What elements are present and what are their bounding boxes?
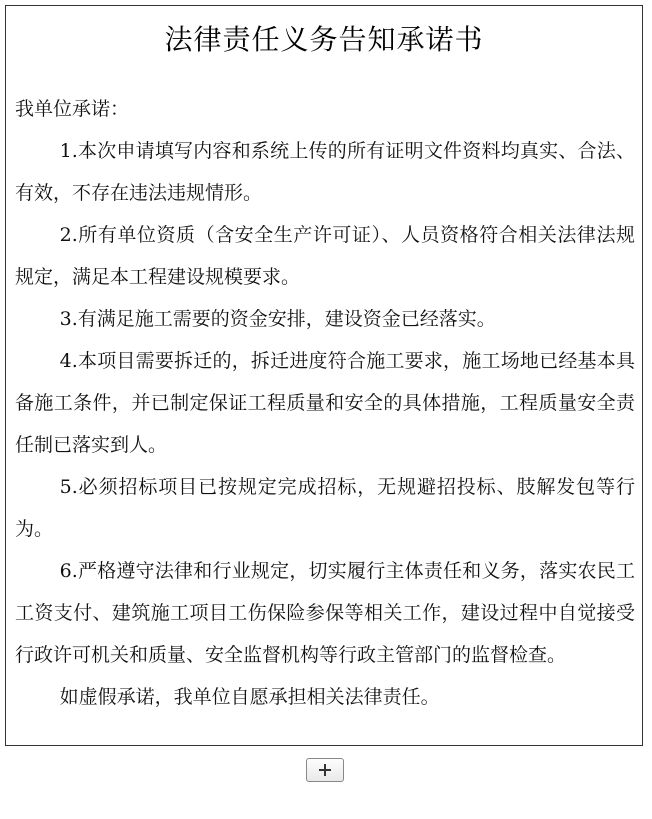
document-title: 法律责任义务告知承诺书 (164, 23, 484, 56)
commitment-document (5, 5, 643, 746)
document-body (15, 88, 635, 718)
commitment-item-5: 5.必须招标项目已按规定完成招标，无规避招投标、肢解发包等行为。 (15, 476, 635, 540)
add-button[interactable] (306, 758, 344, 782)
closing-statement: 如虚假承诺，我单位自愿承担相关法律责任。 (59, 686, 440, 708)
intro-text: 我单位承诺： (15, 98, 130, 120)
commitment-item-4: 4.本项目需要拆迁的，拆迁进度符合施工要求，施工场地已经基本具备施工条件，并已制定保证工程质量和安全的具体措施，工程质量安全责任制已落实到人。 (15, 350, 635, 456)
commitment-item-1: 1.本次申请填写内容和系统上传的所有证明文件资料均真实、合法、有效，不存在违法违规情形。 (15, 140, 635, 204)
plus-icon (319, 764, 331, 776)
commitment-item-6: 6.严格遵守法律和行业规定，切实履行主体责任和义务，落实农民工工资支付、建筑施工项目工伤保险参保等相关工作，建设过程中自觉接受行政许可机关和质量、安全监督机构等行政主管部门的监督检查。 (15, 560, 635, 666)
commitment-item-2: 2.所有单位资质（含安全生产许可证）、人员资格符合相关法律法规规定，满足本工程建设规模要求。 (15, 224, 635, 288)
commitment-item-3: 3.有满足施工需要的资金安排，建设资金已经落实。 (59, 308, 496, 330)
